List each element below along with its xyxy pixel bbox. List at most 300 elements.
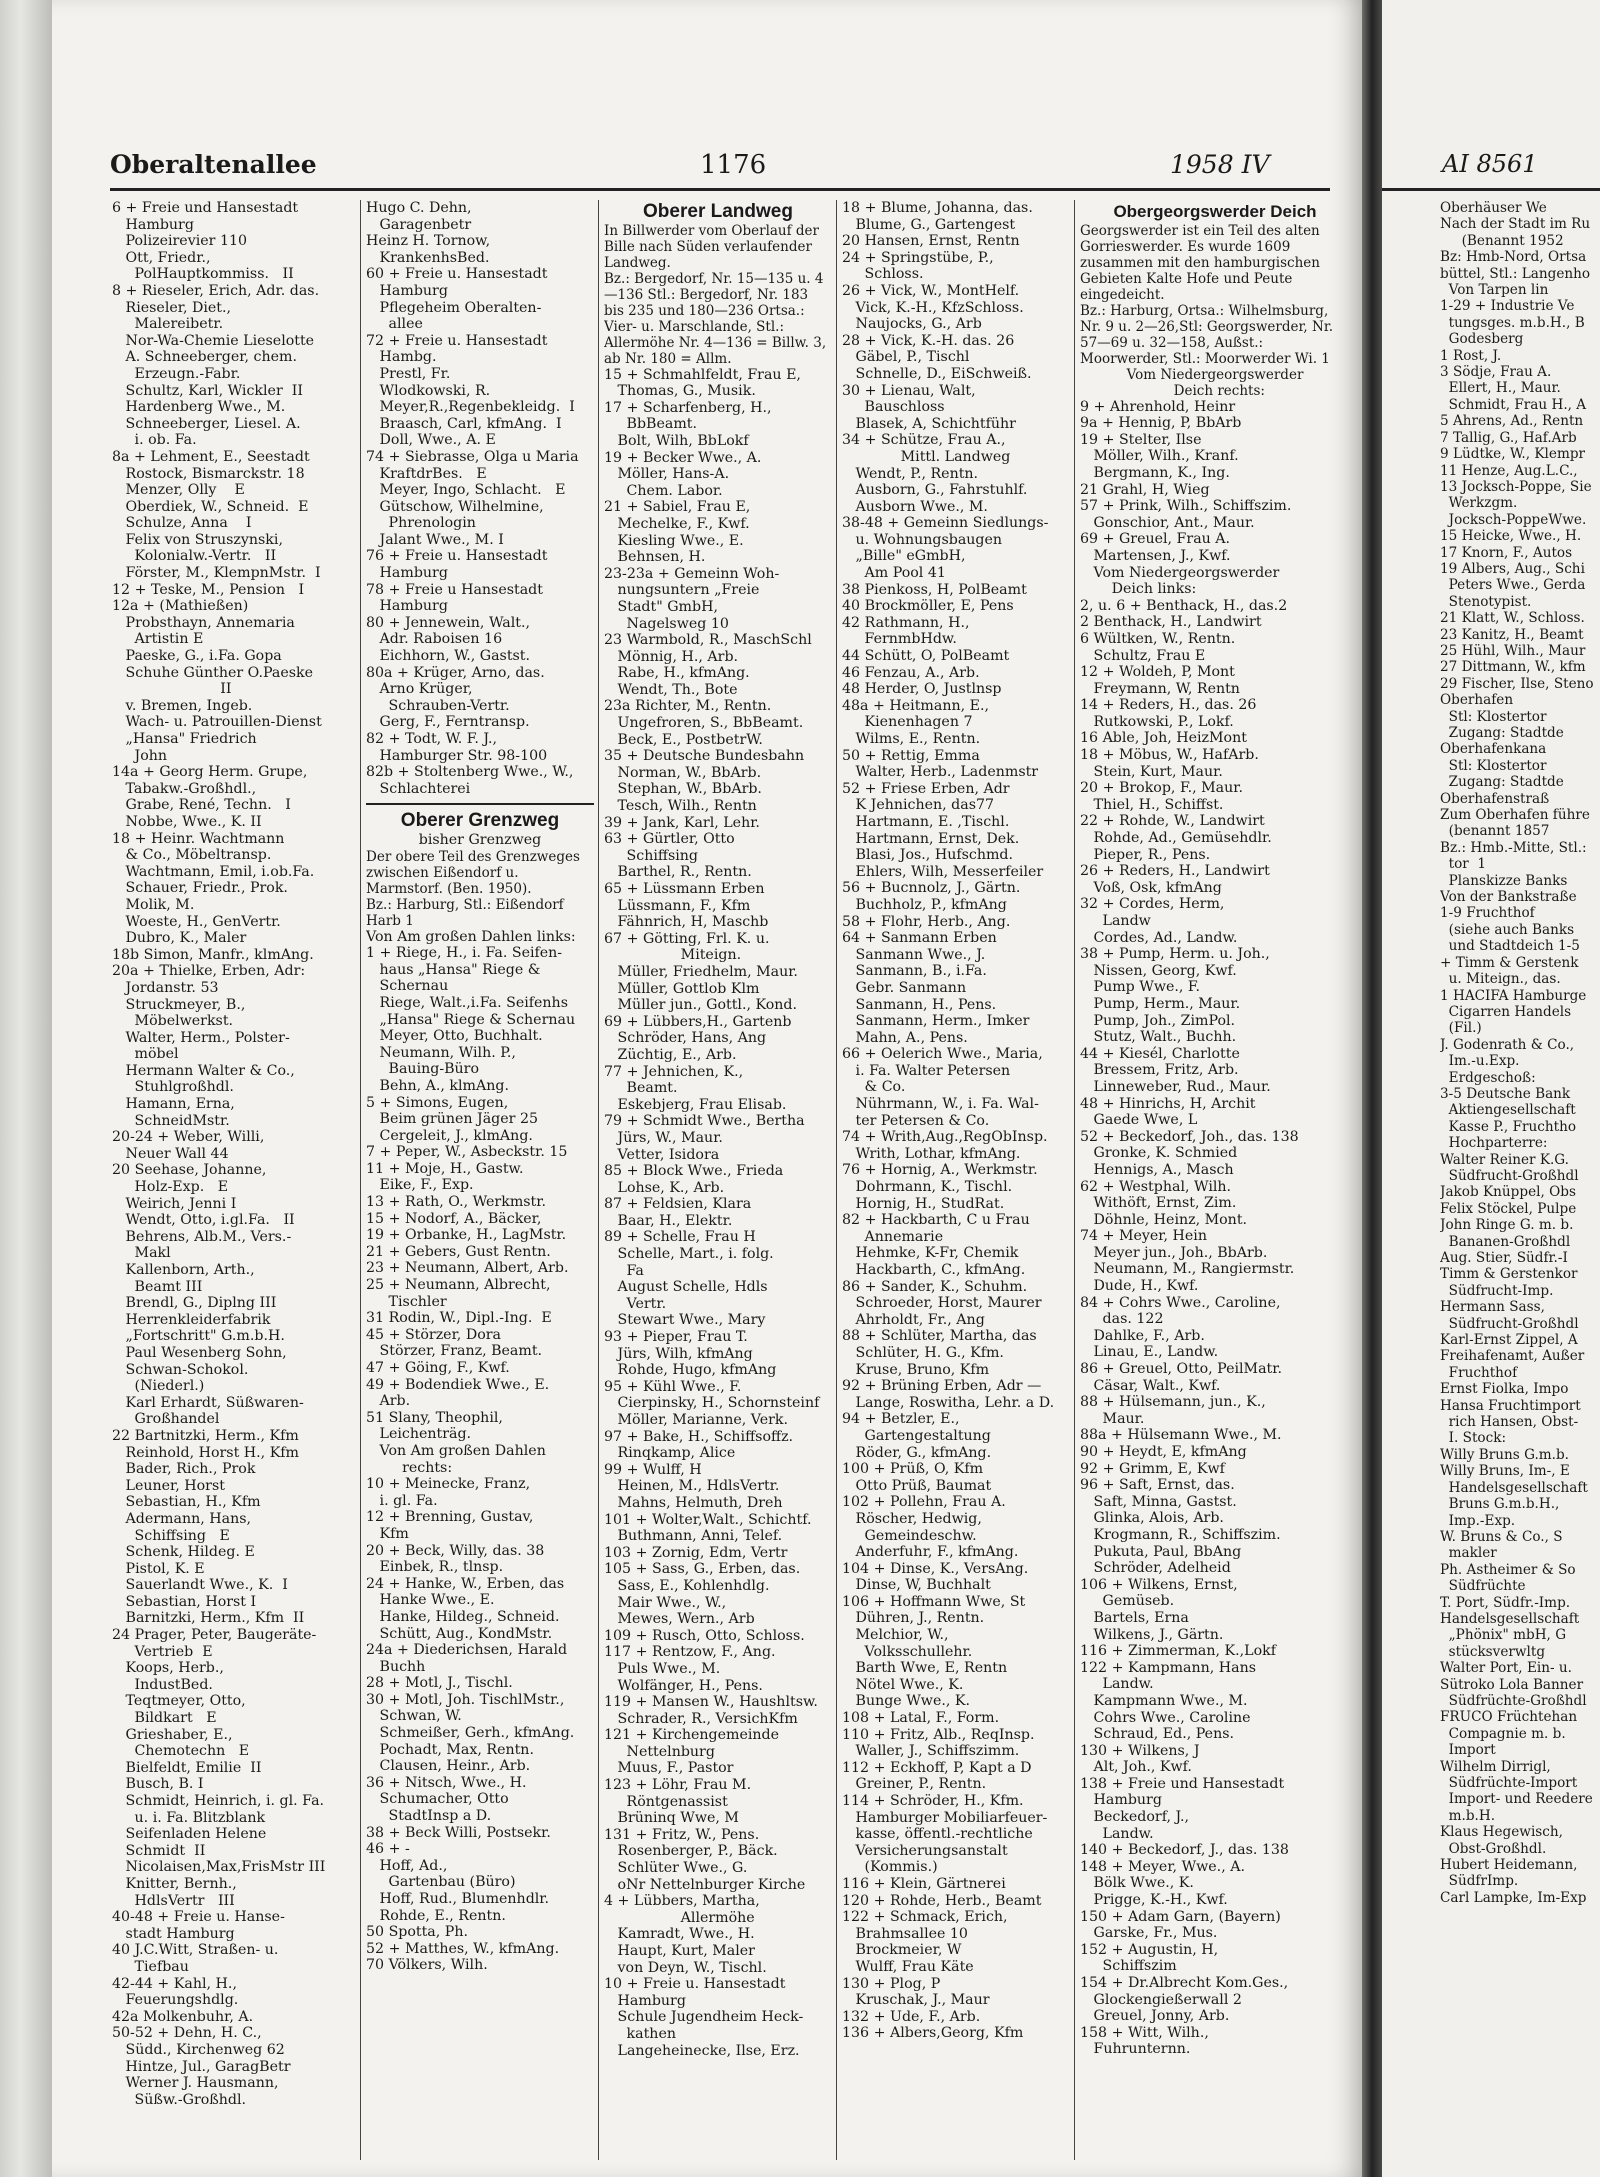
directory-entry: 42a Molkenbuhr, A. [112,2008,254,2025]
directory-entry: Nor-Wa-Chemie Lieselotte [112,332,315,349]
section-meta: Bz.: Harburg, Ortsa.: Wilhelmsburg, Nr. 9 u. 2—26,Stl: Georgswerder, Nr. 57—69 u. 32—158, Außst.: Moorwerder, Stl.: Moorwerder Wi. 1 [1080,302,1334,367]
directory-entry: Kienenhagen 7 [842,714,973,731]
directory-entry: stücksverwltg [1440,1643,1546,1660]
directory-entry: John [112,747,168,764]
directory-entry: Beim grünen Jäger 25 [366,1111,539,1128]
directory-entry: Hoff, Ad., [366,1857,448,1874]
directory-entry: tungsges. m.b.H., B [1440,314,1585,331]
directory-entry: 112 + Eckhoff, P, Kapt a D [842,1759,1032,1776]
directory-entry: Störzer, Franz, Beamt. [366,1343,543,1360]
directory-entry: Gartenbau (Büro) [366,1874,516,1891]
directory-entry: Versicherungsanstalt [842,1842,1008,1859]
directory-entry: 22 Bartnitzki, Herm., Kfm [112,1427,299,1444]
directory-entry: 24a + Diederichsen, Harald [366,1642,568,1659]
directory-entry: 38 + Pump, Herm. u. Joh., [1080,946,1270,963]
directory-entry: Ehlers, Wilh, Messerfeiler [842,863,1044,880]
directory-entry: Linau, E., Landw. [1080,1344,1219,1361]
directory-entry: 40 Brockmöller, E, Pens [842,598,1014,615]
directory-entry: Oberhafen [1440,692,1514,709]
directory-entry: Hambg. [366,349,437,366]
directory-entry: 48 + Hinrichs, H, Archit [1080,1095,1256,1112]
directory-entry: Hamburg [366,598,448,615]
directory-entry: 23 Warmbold, R., MaschSchl [604,632,812,649]
directory-entry: „Phönix" mbH, G [1440,1627,1567,1644]
directory-entry: 17 + Scharfenberg, H., [604,399,772,416]
directory-entry: Stuhlgroßhdl. [112,1079,234,1096]
directory-entry: 158 + Witt, Wilh., [1080,2024,1209,2041]
directory-entry: Stewart Wwe., Mary [604,1312,766,1329]
directory-entry: Ph. Astheimer & So [1440,1561,1576,1578]
directory-entry: Pflegeheim Oberalten- [366,299,542,316]
directory-entry: 1 + Riege, H., i. Fa. Seifen- [366,945,563,962]
directory-entry: Godesberg [1440,331,1524,348]
directory-entry: Mittl. Landweg [842,448,1011,465]
directory-entry: 116 + Zimmerman, K.,Lokf [1080,1643,1276,1660]
directory-entry: Willy Bruns, Im-, E [1440,1463,1570,1480]
directory-entry: Martensen, J., Kwf. [1080,547,1231,564]
directory-entry: 38 Pienkoss, H, PolBeamt [842,581,1027,598]
directory-entry: Einbek, R., tlnsp. [366,1559,504,1576]
directory-page-right [1382,0,1600,2177]
directory-entry: SchneidMstr. [112,1112,230,1129]
directory-entry: FernmbHdw. [842,631,957,648]
directory-entry: Thiel, H., Schiffst. [1080,796,1224,813]
directory-entry: stadt Hamburg [112,1925,235,1942]
column-divider [836,200,837,2160]
directory-entry: 46 Fenzau, A., Arb. [842,664,980,681]
directory-entry: 39 + Jank, Karl, Lehr. [604,814,760,831]
directory-entry: (Benannt 1952 [1440,232,1564,249]
directory-entry: Fähnrich, H, Maschb [604,914,769,931]
directory-entry: Züchtig, E., Arb. [604,1046,737,1063]
directory-entry: Bergmann, K., Ing. [1080,464,1230,481]
directory-entry: Sanmann, B., i.Fa. [842,963,987,980]
directory-entry: Blume, G., Gartengest [842,216,1016,233]
directory-entry: 150 + Adam Garn, (Bayern) [1080,1908,1281,1925]
directory-entry: Nobbe, Wwe., K. II [112,813,262,830]
directory-entry: Wendt, Otto, i.gl.Fa. II [112,1212,295,1229]
directory-entry: 25 Hühl, Wilh., Maur [1440,642,1586,659]
directory-entry: allee [366,316,423,333]
directory-entry: 96 + Saft, Ernst, das. [1080,1477,1235,1494]
directory-entry: 148 + Meyer, Wwe., A. [1080,1858,1245,1875]
section-title: Obergeorgswerder Deich [1113,202,1317,221]
directory-entry: Hamburg [366,282,448,299]
directory-entry: „Fortschritt" G.m.b.H. [112,1328,285,1345]
directory-entry: 60 + Freie u. Hansestadt [366,266,548,283]
directory-entry: Stephan, W., BbArb. [604,781,762,798]
directory-entry: 9a + Hennig, P, BbArb [1080,415,1242,432]
directory-entry: Schmidt, Heinrich, i. gl. Fa. [112,1793,325,1809]
directory-entry: Allermöhe [604,1909,755,1926]
column-divider [360,200,361,2160]
directory-entry: 2 Benthack, H., Landwirt [1080,614,1262,631]
directory-entry: 88 + Schlüter, Martha, das [842,1328,1037,1345]
directory-entry: Ungefroren, S., BbBeamt. [604,715,804,732]
directory-entry: 12a + (Mathießen) [112,598,249,615]
directory-entry: 2, u. 6 + Benthack, H., das.2 [1080,597,1288,614]
column-2 [366,200,594,2160]
directory-entry: Kolonialw.-Vertr. II [112,548,277,565]
directory-entry: Peters Wwe., Gerda [1440,577,1586,594]
directory-entry: Arno Krüger, [366,681,473,698]
directory-entry: Hamburg [1080,1792,1162,1809]
directory-entry: ter Petersen & Co. [842,1112,990,1129]
directory-entry: büttel, Stl.: Langenho [1440,265,1591,282]
directory-entry: Von Tarpen lin [1440,282,1549,299]
directory-entry: 15 + Schmahlfeldt, Frau E, [604,366,801,383]
directory-entry: Beckedorf, J., [1080,1809,1190,1826]
directory-entry: Deich links: [1080,581,1197,598]
directory-entry: Wilms, E., Rentn. [842,731,981,747]
directory-entry: Rohde, Ad., Gemüsehdlr. [1080,830,1272,847]
directory-entry: 154 + Dr.Albrecht Kom.Ges., [1080,1975,1289,1991]
directory-entry: 57 + Prink, Wilh., Schiffszim. [1080,498,1292,515]
running-head-street: Oberaltenallee [110,150,317,179]
directory-entry: SüdfrImp. [1440,1873,1519,1890]
directory-entry: Hamburg [604,1992,686,2009]
directory-entry: Cergeleit, J., klmAng. [366,1127,533,1144]
directory-entry: Möller, Marianne, Verk. [604,1412,788,1428]
directory-entry: Schule Jugendheim Heck- [604,2009,804,2026]
directory-entry: Hamburg [112,216,194,233]
directory-entry: Im.-u.Exp. [1440,1053,1520,1070]
directory-entry: Müller, Gottlob Klm [604,980,760,997]
directory-entry: 69 + Greuel, Frau A. [1080,531,1231,548]
directory-entry: Sanmann, H., Pens. [842,996,997,1013]
directory-entry: Tabakw.-Großhdl., [112,780,257,797]
directory-entry: Willy Bruns G.m.b. [1440,1446,1570,1463]
directory-entry: Röntgenassist [604,1793,728,1810]
directory-entry: 6 + Freie und Hansestadt [112,200,299,216]
directory-entry: Schuhe Günther O.Paeske [112,664,313,681]
directory-entry: Behrens, Alb.M., Vers.- [112,1228,292,1245]
directory-entry: 74 + Siebrasse, Olga u Maria [366,448,579,465]
directory-entry: Gronke, K. Schmied [1080,1145,1238,1162]
directory-entry: 34 + Schütze, Frau A., [842,432,1006,449]
directory-entry: Döhnle, Heinz, Mont. [1080,1211,1248,1228]
directory-entry: Nicolaisen,Max,FrisMstr III [112,1859,326,1876]
directory-entry: Schlachterei [366,780,471,797]
directory-entry: Meyer, Ingo, Schlacht. E [366,482,566,499]
directory-entry: 12 + Brenning, Gustav, [366,1509,534,1526]
directory-entry: & Co. [842,1079,906,1096]
directory-entry: 101 + Wolter,Walt., Schichtf. [604,1511,812,1528]
directory-entry: Hamann, Erna, [112,1096,235,1113]
directory-entry: Lohse, K., Arb. [604,1179,725,1196]
directory-entry: 24 Prager, Peter, Baugeräte- [112,1627,317,1644]
directory-entry: u. Miteign., das. [1440,971,1561,988]
directory-entry: Felix Stöckel, Pulpe [1440,1200,1577,1217]
directory-entry: 18 + Blume, Johanna, das. [842,200,1033,216]
directory-entry: m.b.H. [1440,1807,1496,1824]
directory-entry: 38-48 + Gemeinn Siedlungs- [842,515,1049,532]
directory-entry: Voß, Osk, kfmAng [1080,879,1222,896]
directory-entry: Buchh [366,1658,426,1675]
directory-entry: Leichenträg. [366,1426,472,1443]
directory-entry: Schrauben-Vertr. [366,697,510,714]
directory-entry: Barthel, R., Rentn. [604,864,752,881]
directory-entry: Zugang: Stadtde [1440,774,1564,791]
directory-entry: 5 + Simons, Eugen, [366,1094,509,1111]
directory-entry: Schröder, Hans, Ang [604,1030,767,1047]
directory-entry: 19 + Stelter, Ilse [1080,431,1202,448]
directory-entry: 86 + Greuel, Otto, PeilMatr. [1080,1361,1282,1378]
directory-entry: Bz: Hmb-Nord, Ortsa [1440,249,1587,266]
directory-entry: Eike, F., Exp. [366,1177,474,1194]
directory-entry: Ellert, H., Maur. [1440,380,1561,397]
directory-entry: Zugang: Stadtde [1440,725,1564,741]
directory-entry: Hamburger Mobiliarfeuer- [842,1809,1048,1826]
directory-entry: 48 Herder, O, Justlnsp [842,681,1002,698]
directory-entry: Baar, H., Elektr. [604,1212,733,1229]
directory-entry: Nach der Stadt im Ru [1440,216,1591,233]
directory-entry: 52 + Beckedorf, Joh., das. 138 [1080,1128,1299,1145]
directory-entry: Struckmeyer, B., [112,996,246,1013]
directory-entry: 28 + Motl, J., Tischl. [366,1675,513,1692]
directory-entry: Reinhold, Horst H., Kfm [112,1444,299,1461]
directory-entry: Adermann, Hans, [112,1510,252,1527]
directory-entry: Schröder, Adelheid [1080,1560,1231,1577]
column-4 [842,200,1070,2160]
directory-entry: Miteign. [604,947,742,964]
directory-entry: 79 + Schmidt Wwe., Bertha [604,1113,805,1130]
directory-entry: 1-9 Fruchthof [1440,905,1535,922]
directory-entry: möbel [112,1046,179,1063]
directory-entry: 116 + Klein, Gärtnerei [842,1875,1006,1892]
directory-entry: Bartels, Erna [1080,1609,1189,1626]
directory-entry: 106 + Hoffmann Wwe, St [842,1593,1026,1610]
directory-entry: Withöft, Ernst, Zim. [1080,1195,1237,1212]
directory-entry: „Hansa" Riege & Schernau [366,1011,576,1028]
directory-entry: Herrenkleiderfabrik [112,1311,271,1328]
directory-entry: Südfrucht-Großhdl [1440,1315,1579,1332]
directory-entry: 28 + Vick, K.-H. das. 26 [842,332,1015,349]
directory-entry: Müller jun., Gottl., Kond. [604,997,797,1014]
directory-entry: 18 + Möbus, W., HafArb. [1080,747,1259,764]
directory-entry: Schiffsing E [112,1527,230,1544]
directory-entry: I. Stock: [1440,1430,1507,1447]
directory-entry: Schmidt, Frau H., A [1440,396,1587,413]
directory-entry: Am Pool 41 [842,565,946,582]
directory-entry: Hamburg [366,565,448,582]
directory-entry: 122 + Schmack, Erich, [842,1909,1008,1926]
directory-entry: (siehe auch Banks [1440,921,1575,938]
directory-entry: Karl Erhardt, Süßwaren- [112,1394,304,1411]
directory-entry: Imp.-Exp. [1440,1512,1516,1529]
directory-entry: BbBeamt. [604,416,698,433]
directory-entry: Nührmann, W., i. Fa. Wal- [842,1096,1039,1113]
directory-entry: 82 + Todt, W. F. J., [366,731,498,747]
directory-entry: Schütt, Aug., KondMstr. [366,1625,553,1642]
directory-entry: Wlodkowski, R. [366,382,491,399]
directory-entry: Neuer Wall 44 [112,1145,229,1162]
directory-entry: nungsuntern „Freie [604,582,760,599]
directory-entry: Vertr. [604,1295,667,1312]
directory-entry: Möller, Hans-A. [604,466,730,483]
directory-entry: 13 + Rath, O., Werkmstr. [366,1194,546,1211]
directory-entry: 13 Jocksch-Poppe, Sie [1440,478,1592,495]
directory-entry: Hornig, H., StudRat. [842,1195,1005,1212]
directory-entry: Möbelwerkst. [112,1013,234,1030]
directory-entry: 48a + Heitmann, E., [842,697,990,714]
directory-entry: Oberdiek, W., Schneid. E [112,498,309,515]
directory-entry: 23 + Neumann, Albert, Arb. [366,1260,569,1277]
directory-entry: i. gl. Fa. [366,1492,438,1509]
directory-entry: Alt, Joh., Kwf. [1080,1759,1192,1776]
directory-entry: 20 Hansen, Ernst, Rentn [842,233,1020,250]
directory-entry: Weirich, Jenni I [112,1195,237,1212]
section-subtitle: bisher Grenzweg [418,831,542,848]
directory-entry: Barth Wwe, E, Rentn [842,1660,1008,1677]
directory-entry: Malereibetr. [112,316,224,333]
directory-entry: Schmeißer, Gerh., kfmAng. [366,1725,575,1742]
directory-entry: Tischler [366,1293,447,1310]
directory-entry: Fuhrunternn. [1080,2041,1191,2058]
directory-entry: Knitter, Bernh., [112,1875,237,1892]
directory-entry: Neumann, M., Rangiermstr. [1080,1261,1295,1278]
directory-entry: 25 + Neumann, Albrecht, [366,1277,551,1294]
directory-entry: 14a + Georg Herm. Grupe, [112,764,308,781]
directory-entry: 78 + Freie u Hansestadt [366,581,543,598]
directory-entry: u. i. Fa. Blitzblank [112,1809,266,1826]
directory-entry: kathen [604,2025,676,2042]
directory-entry: Rinqkamp, Alice [604,1445,736,1462]
directory-entry: 119 + Mansen W., Haushltsw. [604,1694,818,1711]
directory-entry: Blasek, A, Schichtführ [842,415,1016,432]
directory-entry: 80a + Krüger, Arno, das. [366,664,545,681]
directory-entry: Rostock, Bismarckstr. 18 [112,465,305,482]
directory-entry: Oberhafenkana [1440,741,1547,758]
directory-entry: 7 Tallig, G., Haf.Arb [1440,429,1577,446]
directory-entry: Brockmeier, W [842,1942,962,1959]
directory-entry: Bananen-Großhdl [1440,1233,1571,1250]
directory-entry: 87 + Feldsien, Klara [604,1196,752,1213]
directory-entry: Ausborn Wwe., M. [842,498,988,515]
directory-entry: Rutkowski, P., Lokf. [1080,713,1234,730]
directory-entry: Compagnie m. b. [1440,1725,1566,1742]
directory-entry: Freymann, W, Rentn [1080,680,1240,697]
directory-entry: tor 1 [1440,856,1487,873]
directory-entry: J. Godenrath & Co., [1440,1036,1575,1053]
directory-entry: 105 + Sass, G., Erben, das. [604,1561,801,1578]
directory-entry: Maur. [1080,1410,1145,1427]
directory-entry: 93 + Pieper, Frau T. [604,1329,748,1346]
directory-entry: Kampmann Wwe., M. [1080,1692,1248,1709]
directory-entry: Bz.: Hmb.-Mitte, Stl.: [1440,839,1587,856]
directory-entry: 16 Able, Joh, HeizMont [1080,730,1247,747]
directory-entry: Kiesling Wwe., E. [604,532,744,549]
directory-entry: Paeske, G., i.Fa. Gopa [112,648,282,665]
directory-entry: Handelsgesellschaft [1440,1610,1580,1627]
directory-entry: Jordanstr. 53 [112,979,219,996]
directory-entry: Anderfuhr, F., kfmAng. [842,1544,1019,1561]
directory-entry: Glinka, Alois, Arb. [1080,1510,1224,1527]
directory-entry: Vick, K.-H., KfzSchloss. [842,299,1024,316]
directory-entry: 21 Klatt, W., Schloss. [1440,610,1585,627]
directory-entry: Jalant Wwe., M. I [366,531,504,548]
directory-entry: 102 + Pollehn, Frau A. [842,1494,1006,1511]
directory-entry: Wulff, Frau Käte [842,1958,974,1975]
directory-entry: 65 + Lüssmann Erben [604,881,765,897]
directory-entry: John Ringe G. m. b. [1440,1217,1574,1234]
directory-entry: Hehmke, K-Fr, Chemik [842,1245,1019,1262]
section-title: Oberer Grenzweg [400,810,560,832]
directory-entry: Koops, Herb., [112,1660,224,1677]
column-5 [1080,200,1350,2160]
directory-entry: rich Hansen, Obst- [1440,1414,1579,1431]
directory-entry: Linneweber, Rud., Maur. [1080,1078,1271,1095]
directory-entry: 12 + Woldeh, P, Mont [1080,664,1235,681]
directory-entry: 9 + Ahrenhold, Heinr [1080,398,1236,415]
directory-entry: Vertrieb E [112,1643,213,1660]
directory-entry: 52 + Matthes, W., kfmAng. [366,1940,560,1957]
directory-entry: Dude, H., Kwf. [1080,1278,1199,1295]
directory-entry: 109 + Rusch, Otto, Schloss. [604,1627,805,1644]
directory-entry: 92 + Brüning Erben, Adr — [842,1378,1042,1395]
directory-entry: 24 + Hanke, W., Erben, das [366,1575,565,1592]
directory-entry: Südfrucht-Großhdl [1440,1167,1579,1184]
directory-entry: Grieshaber, E., [112,1726,233,1743]
directory-entry: Heinz H. Tornow, [366,233,491,250]
directory-entry: Glockengießerwall 2 [1080,1991,1242,2008]
directory-entry: Mönnig, H., Arb. [604,648,739,665]
directory-entry: Busch, B. I [112,1776,204,1793]
directory-entry: Schroeder, Horst, Maurer [842,1295,1042,1312]
directory-entry: 62 + Westphal, Wilh. [1080,1178,1232,1195]
directory-entry: 26 + Vick, W., MontHelf. [842,282,1020,299]
directory-entry: 131 + Fritz, W., Pens. [604,1826,760,1843]
directory-entry: Sauerlandt Wwe., K. I [112,1577,288,1594]
directory-entry: 72 + Freie u. Hansestadt [366,332,548,349]
directory-entry: Bauschloss [842,399,945,416]
directory-entry: K Jehnichen, das77 [842,797,995,814]
directory-entry: Holz-Exp. E [112,1179,229,1196]
directory-entry: Mechelke, F., Kwf. [604,515,750,532]
directory-entry: Artistin E [112,631,204,648]
directory-entry: 86 + Sander, K., Schuhm. [842,1278,1028,1295]
directory-entry: Walter, Herb., Ladenmstr [842,764,1039,781]
directory-entry: Schulze, Anna I [112,515,252,532]
directory-entry: Annemarie [842,1228,944,1245]
directory-entry: Stenotypist. [1440,593,1532,610]
section-description: Georgswerder ist ein Teil des alten Gorrieswerder. Es wurde 1609 zusammen mit den hamburgischen Gebieten Kalte Hofe und Peute eingedeicht. [1080,222,1320,303]
directory-entry: Von Am großen Dahlen [366,1442,546,1459]
directory-entry: 47 + Göing, F., Kwf. [366,1360,510,1376]
directory-entry: Behnsen, H. [604,549,706,566]
directory-entry: Eskebjerg, Frau Elisab. [604,1096,787,1113]
directory-entry: 97 + Bake, H., Schiffsoffz. [604,1428,794,1445]
directory-entry: Menzer, Olly E [112,482,245,499]
directory-entry: Garske, Fr., Mus. [1080,1925,1218,1942]
directory-entry: Schultz, Karl, Wickler II [112,382,303,399]
directory-entry: „Bille" eGmbH, [842,548,966,565]
directory-entry: Schiffsing [604,847,699,864]
directory-entry: Hartmann, Ernst, Dek. [842,830,1020,847]
directory-entry: 5 Ahrens, Ad., Rentn [1440,413,1584,430]
directory-entry: Buchholz, P., kfmAng [842,896,1007,913]
directory-entry: u. Wohnungsbaugen [842,531,1003,548]
directory-entry: 24 + Springstübe, P., [842,249,994,266]
directory-entry: 8a + Lehment, E., Seestadt [112,448,310,465]
directory-entry: 63 + Gürtler, Otto [604,831,735,848]
directory-entry: Schlüter, H. G., Kfm. [842,1344,1004,1361]
directory-entry: 108 + Latal, F., Form. [842,1710,1000,1727]
directory-entry: A. Schneeberger, chem. [112,349,297,366]
directory-entry: 130 + Plog, P [842,1975,941,1992]
directory-entry: Sanmann Wwe., J. [842,946,986,963]
directory-entry: Hartmann, E. ,Tischl. [842,813,1010,830]
